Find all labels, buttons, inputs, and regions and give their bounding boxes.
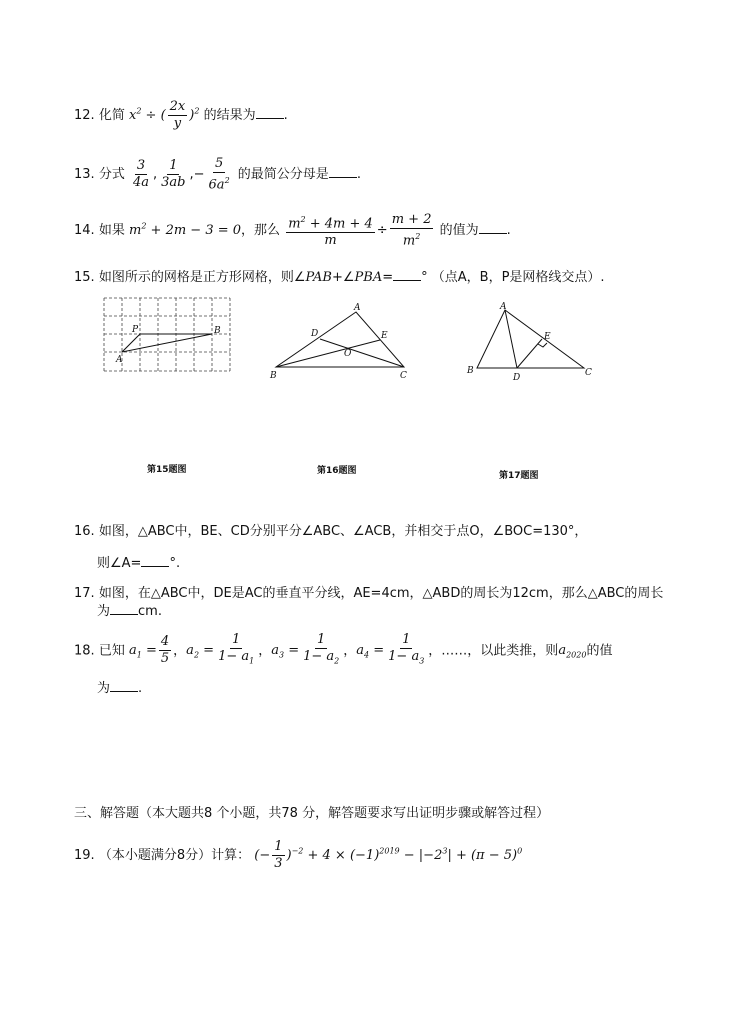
question-12	[74, 100, 288, 131]
math-expression: )$^2$	[189, 106, 200, 123]
question-text: 分式	[98, 167, 125, 183]
period: .	[356, 167, 361, 183]
question-text: cm.	[138, 604, 162, 619]
point-label: P	[132, 325, 139, 335]
question-text: 的结果为	[203, 108, 256, 123]
math-expression: $x^2$ ÷ (	[128, 106, 166, 123]
fraction: $\frac{4}{5}$	[160, 634, 170, 667]
question-text: 如果	[98, 223, 125, 239]
question-15	[74, 266, 605, 285]
answer-blank[interactable]	[393, 268, 421, 281]
period: .	[138, 681, 143, 696]
point-label: C	[400, 371, 407, 381]
angle-name: PAB	[305, 270, 332, 285]
figure-15-grid	[102, 296, 234, 376]
period: .	[283, 108, 288, 123]
point-label: E	[544, 332, 551, 342]
question-text: 已知	[98, 643, 125, 659]
question-text: 化简	[98, 108, 125, 123]
point-label: C	[585, 368, 592, 378]
question-text: （本小题满分8分）计算：	[98, 848, 251, 863]
question-text: 的最简公分母是	[237, 167, 329, 183]
fraction: $\frac{1}{1- a_3}$	[388, 632, 425, 666]
point-label: O	[344, 349, 352, 359]
figure-caption: 第17题图	[499, 471, 539, 481]
question-text: 为	[97, 681, 111, 696]
math-expression: $m^2 + 2m - 3 = 0$	[128, 221, 242, 239]
question-text: 的值为	[439, 223, 479, 239]
point-label: B	[467, 366, 474, 376]
section-heading: 三、解答题（本大题共8 个小题，共78 分，解答题要求写出证明步骤或解答过程）	[74, 806, 550, 821]
question-number: 12.	[74, 108, 95, 123]
fraction: $\frac{m + 2}{m^2}$	[391, 212, 432, 249]
fraction: $\frac{5}{6a^2}$	[208, 156, 230, 193]
fraction: $\frac{3}{4a}$	[132, 158, 150, 191]
math-expression: $a_3$ =	[271, 643, 300, 660]
question-text: 则∠A=	[97, 556, 142, 571]
figure-caption: 第16题图	[317, 466, 357, 476]
question-number: 18.	[74, 643, 95, 659]
question-16-line2	[97, 552, 180, 571]
question-17	[74, 582, 663, 601]
period: .	[506, 223, 511, 239]
question-text: 如图所示的网格是正方形网格，则∠	[98, 270, 306, 285]
question-14: 14. 如果 $m^2 + 2m - 3 = 0$，那么 $\frac{m^2 + 4m + 4}{m}$ ÷ $\frac{m + 2}{m^2}$ 的值为 .	[74, 212, 511, 249]
fraction: $\frac{1}{1- a_2}$	[303, 632, 340, 666]
question-19	[74, 840, 522, 871]
fraction: $\frac{m^2 + 4m + 4}{m}$	[288, 215, 373, 249]
answer-blank[interactable]	[141, 554, 169, 567]
question-text: +∠	[331, 270, 355, 285]
question-number: 14.	[74, 223, 95, 239]
figure-17-triangle	[462, 300, 597, 385]
point-label: D	[311, 329, 319, 339]
question-number: 17.	[74, 586, 95, 601]
answer-blank[interactable]	[479, 221, 507, 234]
question-number: 13.	[74, 167, 95, 183]
figure-16-triangle	[266, 300, 416, 382]
question-number: 15.	[74, 270, 95, 285]
question-18: 18. 已知 $a_1$ = $\frac{4}{5}$ ，$a_2$ = $\frac{1}{1- a_1}$ ，$a_3$ = $\frac{1}{1- a_2}$ ，$a_4$ = $\frac{1}{1- a_3}$ ，……，以此类推，则$a_{2020}$的值	[74, 633, 612, 669]
answer-blank[interactable]	[110, 602, 138, 615]
math-expression: )$^{-2} + 4 \times (-1)^{2019} - |-2^3| + (\pi - 5)^0$	[286, 846, 523, 863]
angle-name: PBA	[354, 270, 383, 285]
question-text: 的值	[586, 643, 613, 659]
fraction: $\frac{1}{3ab}$	[161, 158, 186, 191]
question-17-line2	[97, 600, 162, 619]
question-note: （点A，B，P是网格线交点）.	[431, 270, 605, 285]
question-13: 13. 分式 $\frac{3}{4a}$ , $\frac{1}{3ab}$ ,− $\frac{5}{6a^2}$ 的最简公分母是 .	[74, 156, 361, 193]
question-16	[74, 520, 587, 539]
answer-blank[interactable]	[329, 165, 357, 178]
answer-blank[interactable]	[110, 679, 138, 692]
question-text: °	[421, 270, 428, 285]
fraction: $\frac{2x}{y}$	[169, 99, 186, 131]
math-expression: (−	[254, 848, 271, 863]
question-text: ，……，以此类推，则	[428, 643, 559, 659]
question-text: =	[382, 270, 394, 285]
question-text: 如图，△ABC中，BE、CD分别平分∠ABC、∠ACB，并相交于点O，∠BOC=130°，	[98, 524, 588, 539]
math-expression: $a_{2020}$	[558, 643, 587, 660]
point-label: B	[214, 326, 221, 336]
point-label: D	[513, 373, 521, 383]
question-text: 如图，在△ABC中，DE是AC的垂直平分线，AE=4cm，△ABD的周长为12cm，那么△ABC的周长	[98, 586, 664, 601]
point-label: E	[381, 331, 388, 341]
question-text: °.	[169, 556, 181, 571]
question-number: 19.	[74, 848, 95, 863]
math-expression: $a_2$ =	[186, 643, 215, 660]
point-label: A	[354, 303, 361, 313]
math-expression: $a_1$ =	[128, 643, 157, 660]
answer-blank[interactable]	[256, 106, 284, 119]
fraction: $\frac{1}{3}$	[274, 839, 283, 871]
point-label: A	[116, 355, 123, 365]
fraction: $\frac{1}{1- a_1}$	[218, 632, 255, 666]
math-expression: $a_4$ =	[356, 643, 385, 660]
question-18-line2	[97, 677, 142, 696]
question-text: ，那么	[241, 223, 281, 239]
point-label: A	[500, 302, 507, 312]
question-number: 16.	[74, 524, 95, 539]
figure-caption: 第15题图	[147, 465, 187, 475]
point-label: B	[270, 371, 277, 381]
question-text: 为	[97, 604, 111, 619]
